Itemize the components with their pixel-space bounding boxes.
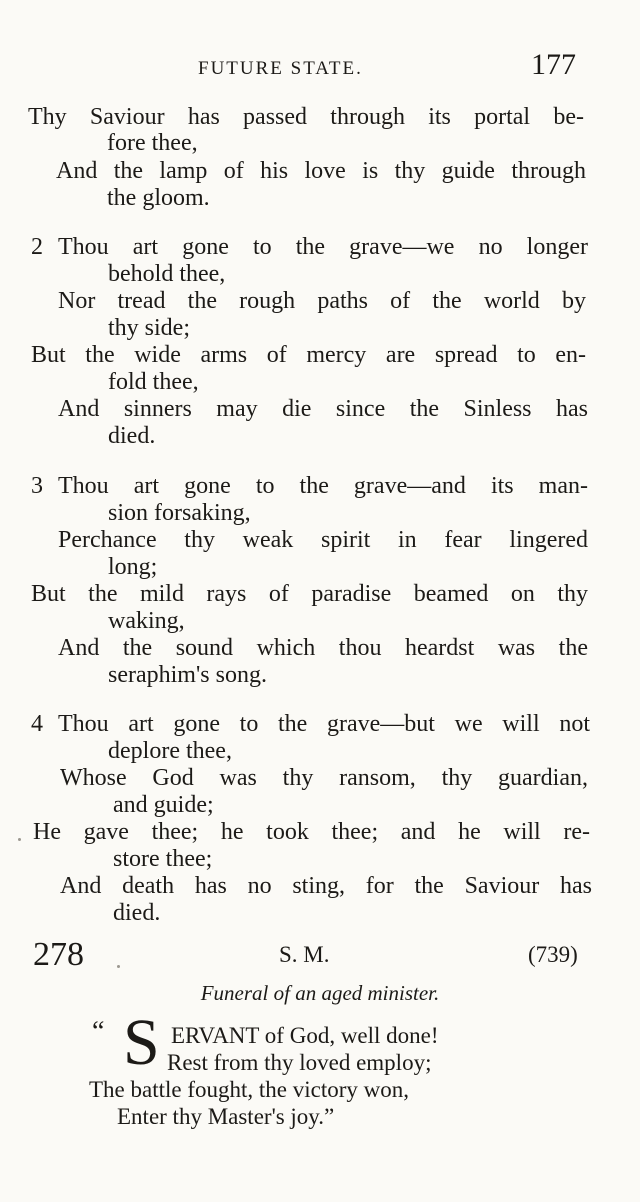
running-header: FUTURE STATE. (198, 58, 363, 79)
stanza-number: 4 (31, 711, 43, 737)
hymn-line: The battle fought, the victory won, (89, 1077, 410, 1102)
verse-line: thy side; (108, 315, 190, 341)
verse-line: Thy Saviour has passed through its portal be- (28, 104, 584, 130)
hymn-reference: (739) (528, 942, 578, 967)
verse-line: And the sound which thou heardst was the (58, 635, 588, 661)
verse-line: He gave thee; he took thee; and he will re- (33, 819, 590, 845)
drop-cap: S (123, 1006, 160, 1079)
verse-line: the gloom. (107, 185, 210, 211)
verse-line: And sinners may die since the Sinless has (58, 396, 588, 422)
verse-line: And death has no sting, for the Saviour has (60, 873, 592, 899)
verse-line: Perchance thy weak spirit in fear lingered (58, 527, 588, 553)
verse-line: But the wide arms of mercy are spread to en- (31, 342, 586, 368)
hymn-number: 278 (33, 936, 84, 973)
verse-line: deplore thee, (108, 738, 232, 764)
opening-quote: “ (92, 1016, 105, 1047)
verse-line: But the mild rays of paradise beamed on thy (31, 581, 588, 607)
verse-line: long; (108, 554, 158, 580)
verse-line: died. (113, 900, 161, 926)
verse-line: Thou art gone to the grave—we no longer (58, 234, 588, 260)
verse-line: Thou art gone to the grave—but we will not (58, 711, 590, 737)
verse-line: store thee; (113, 846, 213, 872)
verse-line: seraphim's song. (108, 662, 267, 688)
hymn-meter: S. M. (279, 942, 330, 967)
hymn-line: Enter thy Master's joy.” (117, 1104, 335, 1129)
stanza-number: 2 (31, 234, 43, 260)
verse-line: and guide; (113, 792, 214, 818)
verse-line: waking, (108, 608, 185, 634)
verse-line: Whose God was thy ransom, thy guardian, (60, 765, 588, 791)
hymn-subtitle: Funeral of an aged minister. (200, 981, 440, 1005)
verse-line: sion forsaking, (108, 500, 251, 526)
hymn-line: ERVANT of God, well done! (171, 1023, 439, 1048)
verse-line: behold thee, (108, 261, 226, 287)
hymn-line: Rest from thy loved employ; (167, 1050, 432, 1075)
verse-line: fore thee, (107, 130, 198, 156)
verse-line: fold thee, (108, 369, 199, 395)
verse-line: Nor tread the rough paths of the world by (58, 288, 586, 314)
verse-line: died. (108, 423, 156, 449)
verse-line: Thou art gone to the grave—and its man- (58, 473, 588, 499)
print-speck (117, 965, 120, 968)
print-speck (18, 838, 21, 841)
page-number: 177 (531, 48, 576, 81)
stanza-number: 3 (31, 473, 43, 499)
verse-line: And the lamp of his love is thy guide through (56, 158, 586, 184)
